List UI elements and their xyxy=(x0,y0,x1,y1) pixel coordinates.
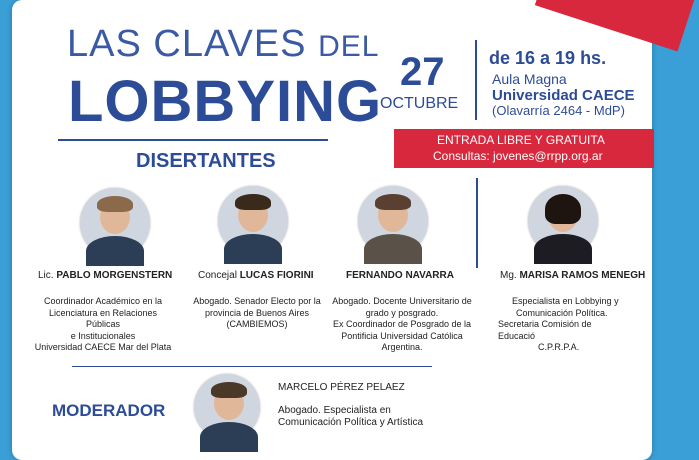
title-line1 xyxy=(67,23,379,66)
title-divider xyxy=(58,139,328,141)
event-room: Aula Magna xyxy=(492,71,567,87)
title-line1-small: DEL xyxy=(318,30,380,63)
banner-line1: ENTRADA LIBRE Y GRATUITA xyxy=(437,133,605,147)
event-venue: Universidad CAECE xyxy=(492,87,635,104)
moderator-desc: Abogado. Especialista en Comunicación Política y Artística xyxy=(278,405,424,428)
event-day: 27 xyxy=(400,50,445,94)
speaker-desc-3: Abogado. Docente Universitario de grado y posgrado. Ex Coordinador de Posgrado de la Pontificia Universidad Católica Argentina. xyxy=(332,296,472,352)
event-month: OCTUBRE xyxy=(380,95,459,112)
banner-line2: Consultas: jovenes@rrpp.org.ar xyxy=(433,149,603,163)
speaker-photo-2 xyxy=(218,186,288,256)
speaker-divider xyxy=(476,178,478,268)
speaker-desc-1: Coordinador Académico en la Licenciatura en Relaciones Públicas e Institucionales Universidad CAECE Mar del Plata xyxy=(34,296,172,352)
moderator-name: MARCELO PÉREZ PELAEZ xyxy=(278,382,405,393)
speaker-name-2: Concejal LUCAS FIORINI xyxy=(198,270,314,281)
date-divider xyxy=(475,40,477,120)
event-time: de 16 a 19 hs. xyxy=(489,48,607,68)
red-corner-accent xyxy=(535,0,699,51)
title-line1-text: LAS CLAVES xyxy=(67,23,307,65)
moderator-divider xyxy=(72,366,432,367)
moderator-photo xyxy=(194,374,260,440)
speaker-photo-4 xyxy=(528,186,598,256)
speaker-photo-1 xyxy=(80,188,150,258)
event-address: (Olavarría 2464 - MdP) xyxy=(492,103,625,118)
speaker-desc-2: Abogado. Senador Electo por la provincia de Buenos Aires (CAMBIEMOS) xyxy=(193,296,321,329)
title-line2: LOBBYING xyxy=(68,69,383,134)
speaker-photo-3 xyxy=(358,186,428,256)
speaker-name-4: Mg. MARISA RAMOS MENEGH xyxy=(500,270,646,281)
entry-banner xyxy=(394,129,654,168)
speaker-name-3: FERNANDO NAVARRA xyxy=(346,270,454,281)
event-flyer xyxy=(12,0,652,460)
moderator-label: MODERADOR xyxy=(52,401,166,420)
speaker-name-1: Lic. PABLO MORGENSTERN xyxy=(38,270,173,281)
speaker-desc-4: Especialista en Lobbying y Comunicación Política. Secretaria Comisión de Educació C.P.R.P.A. xyxy=(498,296,619,352)
section-heading: DISERTANTES xyxy=(136,150,276,172)
